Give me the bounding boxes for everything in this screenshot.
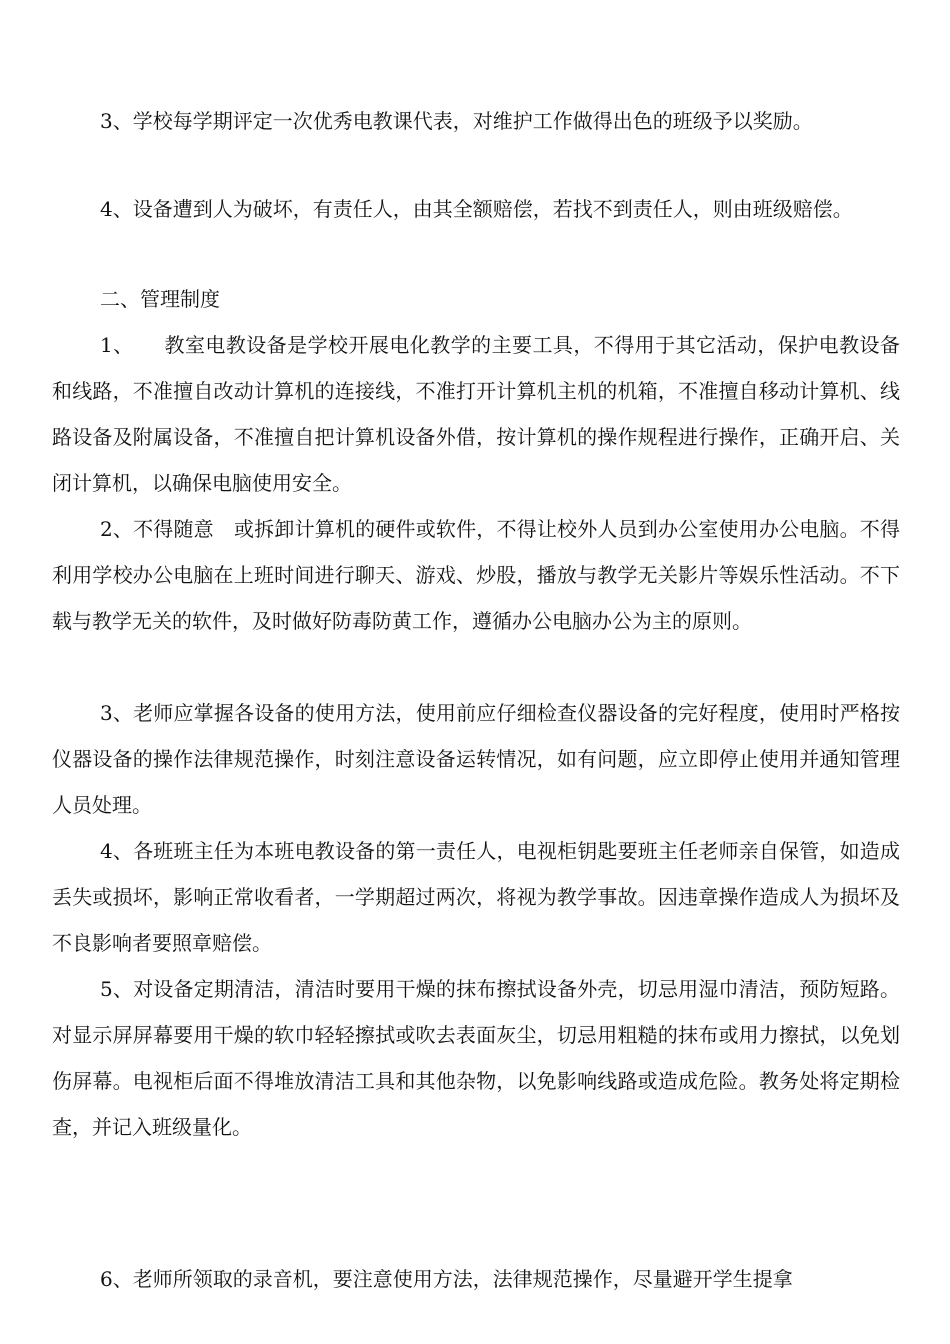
section-heading-management-system: 二、管理制度 — [100, 287, 220, 311]
paragraph-damage-compensation: 4、设备遭到人为破坏，有责任人，由其全额赔偿，若找不到责任人，则由班级赔偿。 — [100, 197, 853, 221]
paragraph-rule-2: 2、不得随意 或拆卸计算机的硬件或软件，不得让校外人员到办公室使用办公电脑。不得利用学校办公电脑在上班时间进行聊天、游戏、炒股，播放与教学无关影片等娱乐性活动。不下载与教学无关的软件，及时做好防毒防黄工作，遵循办公电脑办公为主的原则。 — [52, 517, 900, 633]
paragraph-rule-1: 1、 教室电教设备是学校开展电化教学的主要工具，不得用于其它活动，保护电教设备和线路，不准擅自改动计算机的连接线，不准打开计算机主机的机箱，不准擅自移动计算机、线路设备及附属设备，不准擅自把计算机设备外借，按计算机的操作规程进行操作，正确开启、关闭计算机，以确保电脑使用安全。 — [52, 333, 900, 495]
paragraph-rule-5: 5、对设备定期清洁，清洁时要用干燥的抹布擦拭设备外壳，切忌用湿巾清洁，预防短路。对显示屏屏幕要用干燥的软巾轻轻擦拭或吹去表面灰尘，切忌用粗糙的抹布或用力擦拭，以免划伤屏幕。电视柜后面不得堆放清洁工具和其他杂物，以免影响线路或造成危险。教务处将定期检查，并记入班级量化。 — [52, 977, 900, 1139]
paragraph-rule-6: 6、老师所领取的录音机，要注意使用方法，法律规范操作，尽量避开学生提拿 — [100, 1267, 793, 1291]
paragraph-rule-4: 4、各班班主任为本班电教设备的第一责任人，电视柜钥匙要班主任老师亲自保管，如造成丢失或损坏，影响正常收看者，一学期超过两次，将视为教学事故。因违章操作造成人为损坏及不良影响者要照章赔偿。 — [52, 839, 900, 955]
paragraph-award-rule: 3、学校每学期评定一次优秀电教课代表，对维护工作做得出色的班级予以奖励。 — [100, 109, 813, 133]
paragraph-rule-3: 3、老师应掌握各设备的使用方法，使用前应仔细检查仪器设备的完好程度，使用时严格按仪器设备的操作法律规范操作，时刻注意设备运转情况，如有问题，应立即停止使用并通知管理人员处理。 — [52, 701, 900, 817]
